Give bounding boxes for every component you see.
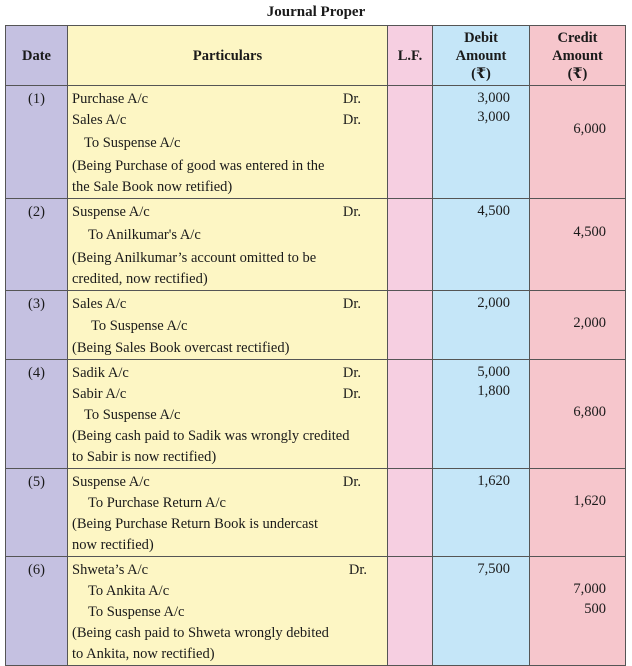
dr-marker: Dr. [342,386,361,402]
table-title: Journal Proper [266,4,366,20]
narration-line: now rectified) [72,537,154,553]
header-particulars: Particulars [68,26,388,86]
journal-entry-row [6,557,626,666]
narration-line: to Sabir is now rectified) [72,449,217,465]
credit-amount: 7,000 [573,581,606,597]
entry-date: (3) [6,291,68,360]
entry-credit [530,469,626,557]
entry-date: (2) [6,199,68,291]
credit-amount: 6,800 [573,404,606,420]
header-lf: L.F. [388,26,433,86]
debit-amount: 5,000 [477,364,510,380]
credit-line: To Purchase Return A/c [88,495,226,511]
dr-marker: Dr. [342,365,361,381]
narration-line: the Sale Book now retified) [72,179,233,195]
entry-date: (4) [6,360,68,469]
debit-line [72,89,383,110]
credit-amount: 2,000 [573,315,606,331]
debit-amount: 4,500 [477,203,510,219]
journal-table [5,25,626,666]
narration-line: (Being cash paid to Sadik was wrongly credited [72,428,350,444]
entry-particulars [68,291,388,360]
debit-line [72,202,383,223]
entry-debit [433,86,530,199]
entry-lf [388,557,433,666]
entry-date: (1) [6,86,68,199]
entry-credit [530,86,626,199]
header-date: Date [6,26,68,86]
journal-entry-row [6,86,626,199]
narration-line: (Being Sales Book overcast rectified) [72,340,290,356]
credit-line: To Suspense A/c [84,135,181,151]
debit-amount: 3,000 [477,109,510,125]
account-name: Sales A/c [72,112,127,128]
entry-debit [433,291,530,360]
narration-line: (Being Anilkumar’s account omitted to be [72,250,317,266]
entry-debit [433,360,530,469]
journal-entry-row [6,199,626,291]
debit-line [72,294,383,315]
header-debit-line: Amount [455,47,507,64]
entry-credit [530,291,626,360]
header-credit [530,26,626,86]
dr-marker: Dr. [342,296,361,312]
debit-line [72,110,383,131]
debit-line [72,560,383,581]
entry-particulars [68,199,388,291]
dr-marker: Dr. [342,204,361,220]
entry-particulars [68,360,388,469]
credit-amount: 6,000 [573,121,606,137]
entry-particulars [68,557,388,666]
journal-entry-row [6,291,626,360]
credit-amount: 4,500 [573,224,606,240]
entry-debit [433,199,530,291]
debit-line [72,363,383,384]
credit-line: To Suspense A/c [84,407,181,423]
entry-credit [530,557,626,666]
header-credit-line: Credit [557,29,598,46]
dr-marker: Dr. [342,91,361,107]
account-name: Sadik A/c [72,365,129,381]
debit-amount: 1,620 [477,473,510,489]
header-credit-line: Amount [552,47,603,64]
entry-date: (6) [6,557,68,666]
header-debit-line: (₹) [471,65,491,82]
dr-marker: Dr. [342,112,361,128]
account-name: Sales A/c [72,296,127,312]
entry-credit [530,199,626,291]
narration-line: (Being cash paid to Shweta wrongly debited [72,625,329,641]
narration-line: credited, now rectified) [72,271,208,287]
credit-line: To Anilkumar's A/c [88,227,201,243]
entry-particulars [68,86,388,199]
entry-credit [530,360,626,469]
entry-debit [433,557,530,666]
account-name: Suspense A/c [72,474,150,490]
entry-date: (5) [6,469,68,557]
credit-line: To Ankita A/c [88,583,170,599]
account-name: Purchase A/c [72,91,149,107]
entry-lf [388,291,433,360]
debit-line [72,472,383,493]
entry-lf [388,360,433,469]
entry-lf [388,86,433,199]
narration-line: to Ankita, now rectified) [72,646,215,662]
narration-line: (Being Purchase Return Book is undercast [72,516,319,532]
debit-line [72,384,383,405]
entry-debit [433,469,530,557]
journal-entry-row [6,360,626,469]
entry-particulars [68,469,388,557]
account-name: Sabir A/c [72,386,127,402]
dr-marker: Dr. [348,562,367,578]
dr-marker: Dr. [342,474,361,490]
header-debit [433,26,530,86]
narration-line: (Being Purchase of good was entered in the [72,158,325,174]
credit-amount: 1,620 [573,493,606,509]
credit-line: To Suspense A/c [91,318,188,334]
journal-entry-row [6,469,626,557]
account-name: Shweta’s A/c [72,562,149,578]
debit-amount: 2,000 [477,295,510,311]
credit-amount: 500 [584,601,606,617]
debit-amount: 7,500 [477,561,510,577]
header-row [6,26,626,86]
header-debit-line: Debit [464,29,498,46]
entry-lf [388,469,433,557]
entry-lf [388,199,433,291]
debit-amount: 3,000 [477,90,510,106]
header-credit-line: (₹) [567,65,588,82]
account-name: Suspense A/c [72,204,150,220]
credit-line: To Suspense A/c [88,604,185,620]
debit-amount: 1,800 [477,383,510,399]
